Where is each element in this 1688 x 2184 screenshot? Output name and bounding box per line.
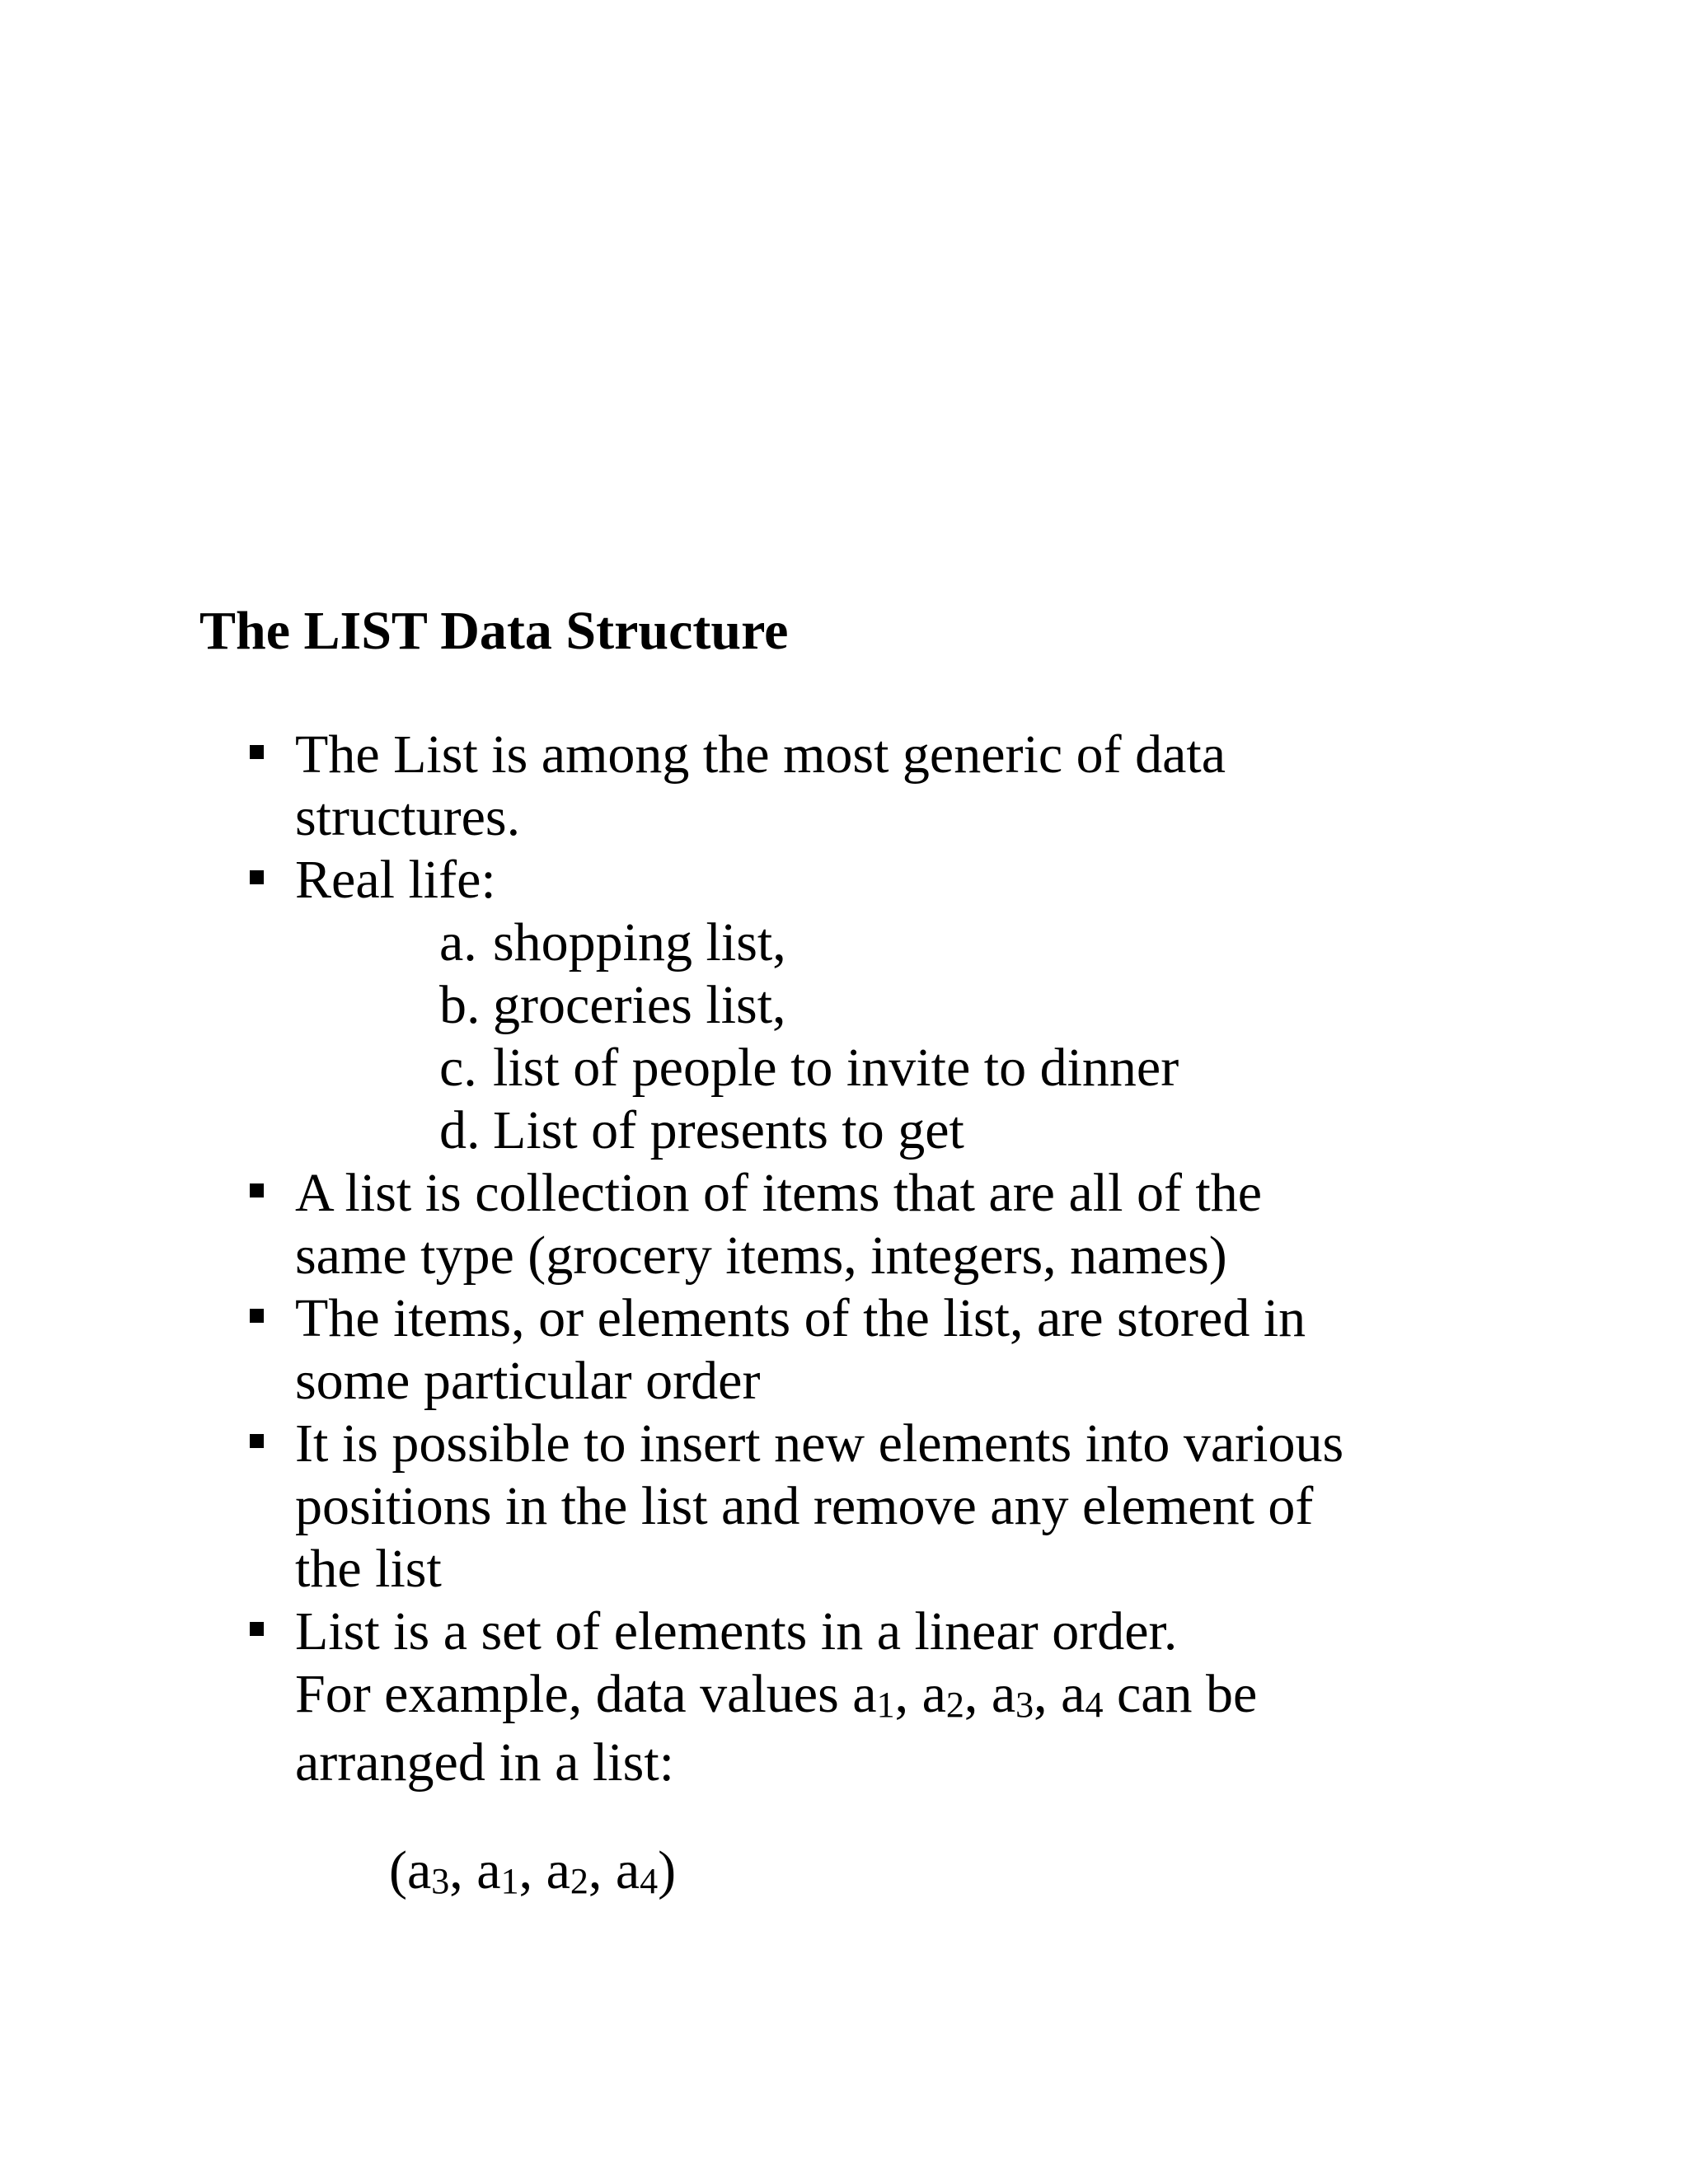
bullet-line: positions in the list and remove any element of [295, 1476, 1314, 1536]
square-bullet-icon [250, 1622, 264, 1636]
bullet-line: arranged in a list: [295, 1732, 675, 1793]
sublist-text: shopping list, [493, 912, 786, 972]
bullet-line: List is a set of elements in a linear order. [295, 1601, 1178, 1661]
bullet-item-linear-order [0, 1601, 1531, 1794]
bullet-line: Real life: [295, 850, 496, 910]
bullet-line: The items, or elements of the list, are stored in [295, 1288, 1306, 1348]
sublist-item [0, 974, 1319, 1037]
subscript: 4 [640, 1861, 659, 1901]
bullet-list [0, 724, 1688, 1794]
bullet-line: structures. [295, 787, 521, 847]
sublist-text: List of presents to get [493, 1100, 964, 1160]
example-text: For example, data values a [295, 1664, 877, 1724]
sublist-text: list of people to invite to dinner [493, 1038, 1179, 1098]
bullet-line: same type (grocery items, integers, names) [295, 1226, 1227, 1286]
bullet-line: some particular order [295, 1351, 761, 1411]
bullet-item-order [0, 1287, 1531, 1413]
example-tuple [389, 1840, 676, 1908]
sublist-letter: b. [439, 975, 481, 1035]
bullet-line: the list [295, 1539, 442, 1599]
subscript: 4 [1085, 1685, 1104, 1725]
sublist-letter: c. [439, 1038, 477, 1098]
tuple-text: , a [588, 1840, 640, 1900]
tuple-text: (a [389, 1840, 432, 1900]
example-text: , a [964, 1664, 1016, 1724]
subscript: 3 [431, 1861, 450, 1901]
sublist-item [0, 912, 1319, 974]
sublist-letter: d. [439, 1100, 481, 1160]
bullet-item-real-life [0, 849, 1531, 912]
square-bullet-icon [250, 1309, 264, 1323]
example-text: can be [1103, 1664, 1258, 1724]
sublist-letter: a. [439, 912, 477, 972]
subscript: 1 [876, 1685, 895, 1725]
page-title: The LIST Data Structure [199, 601, 789, 661]
subscript: 2 [570, 1861, 588, 1901]
tuple-text: , a [449, 1840, 501, 1900]
subscript: 1 [500, 1861, 519, 1901]
sublist-item [0, 1099, 1319, 1162]
bullet-item-insert-remove [0, 1413, 1531, 1601]
bullet-item-collection [0, 1162, 1531, 1287]
real-life-sublist [0, 912, 1319, 1162]
square-bullet-icon [250, 1434, 264, 1448]
bullet-line: The List is among the most generic of data [295, 724, 1226, 785]
subscript: 3 [1015, 1685, 1034, 1725]
subscript: 2 [945, 1685, 964, 1725]
example-text: , a [1034, 1664, 1085, 1724]
sublist-item [0, 1037, 1319, 1099]
tuple-text: ) [658, 1840, 677, 1900]
tuple-text: , a [518, 1840, 570, 1900]
square-bullet-icon [250, 745, 264, 759]
bullet-line: It is possible to insert new elements into various [295, 1413, 1344, 1474]
sublist-text: groceries list, [493, 975, 786, 1035]
square-bullet-icon [250, 1183, 264, 1197]
square-bullet-icon [250, 870, 264, 884]
example-line [295, 1663, 1531, 1732]
example-text: , a [894, 1664, 946, 1724]
bullet-item-generic [0, 724, 1531, 849]
bullet-line: A list is collection of items that are all of the [295, 1163, 1263, 1223]
